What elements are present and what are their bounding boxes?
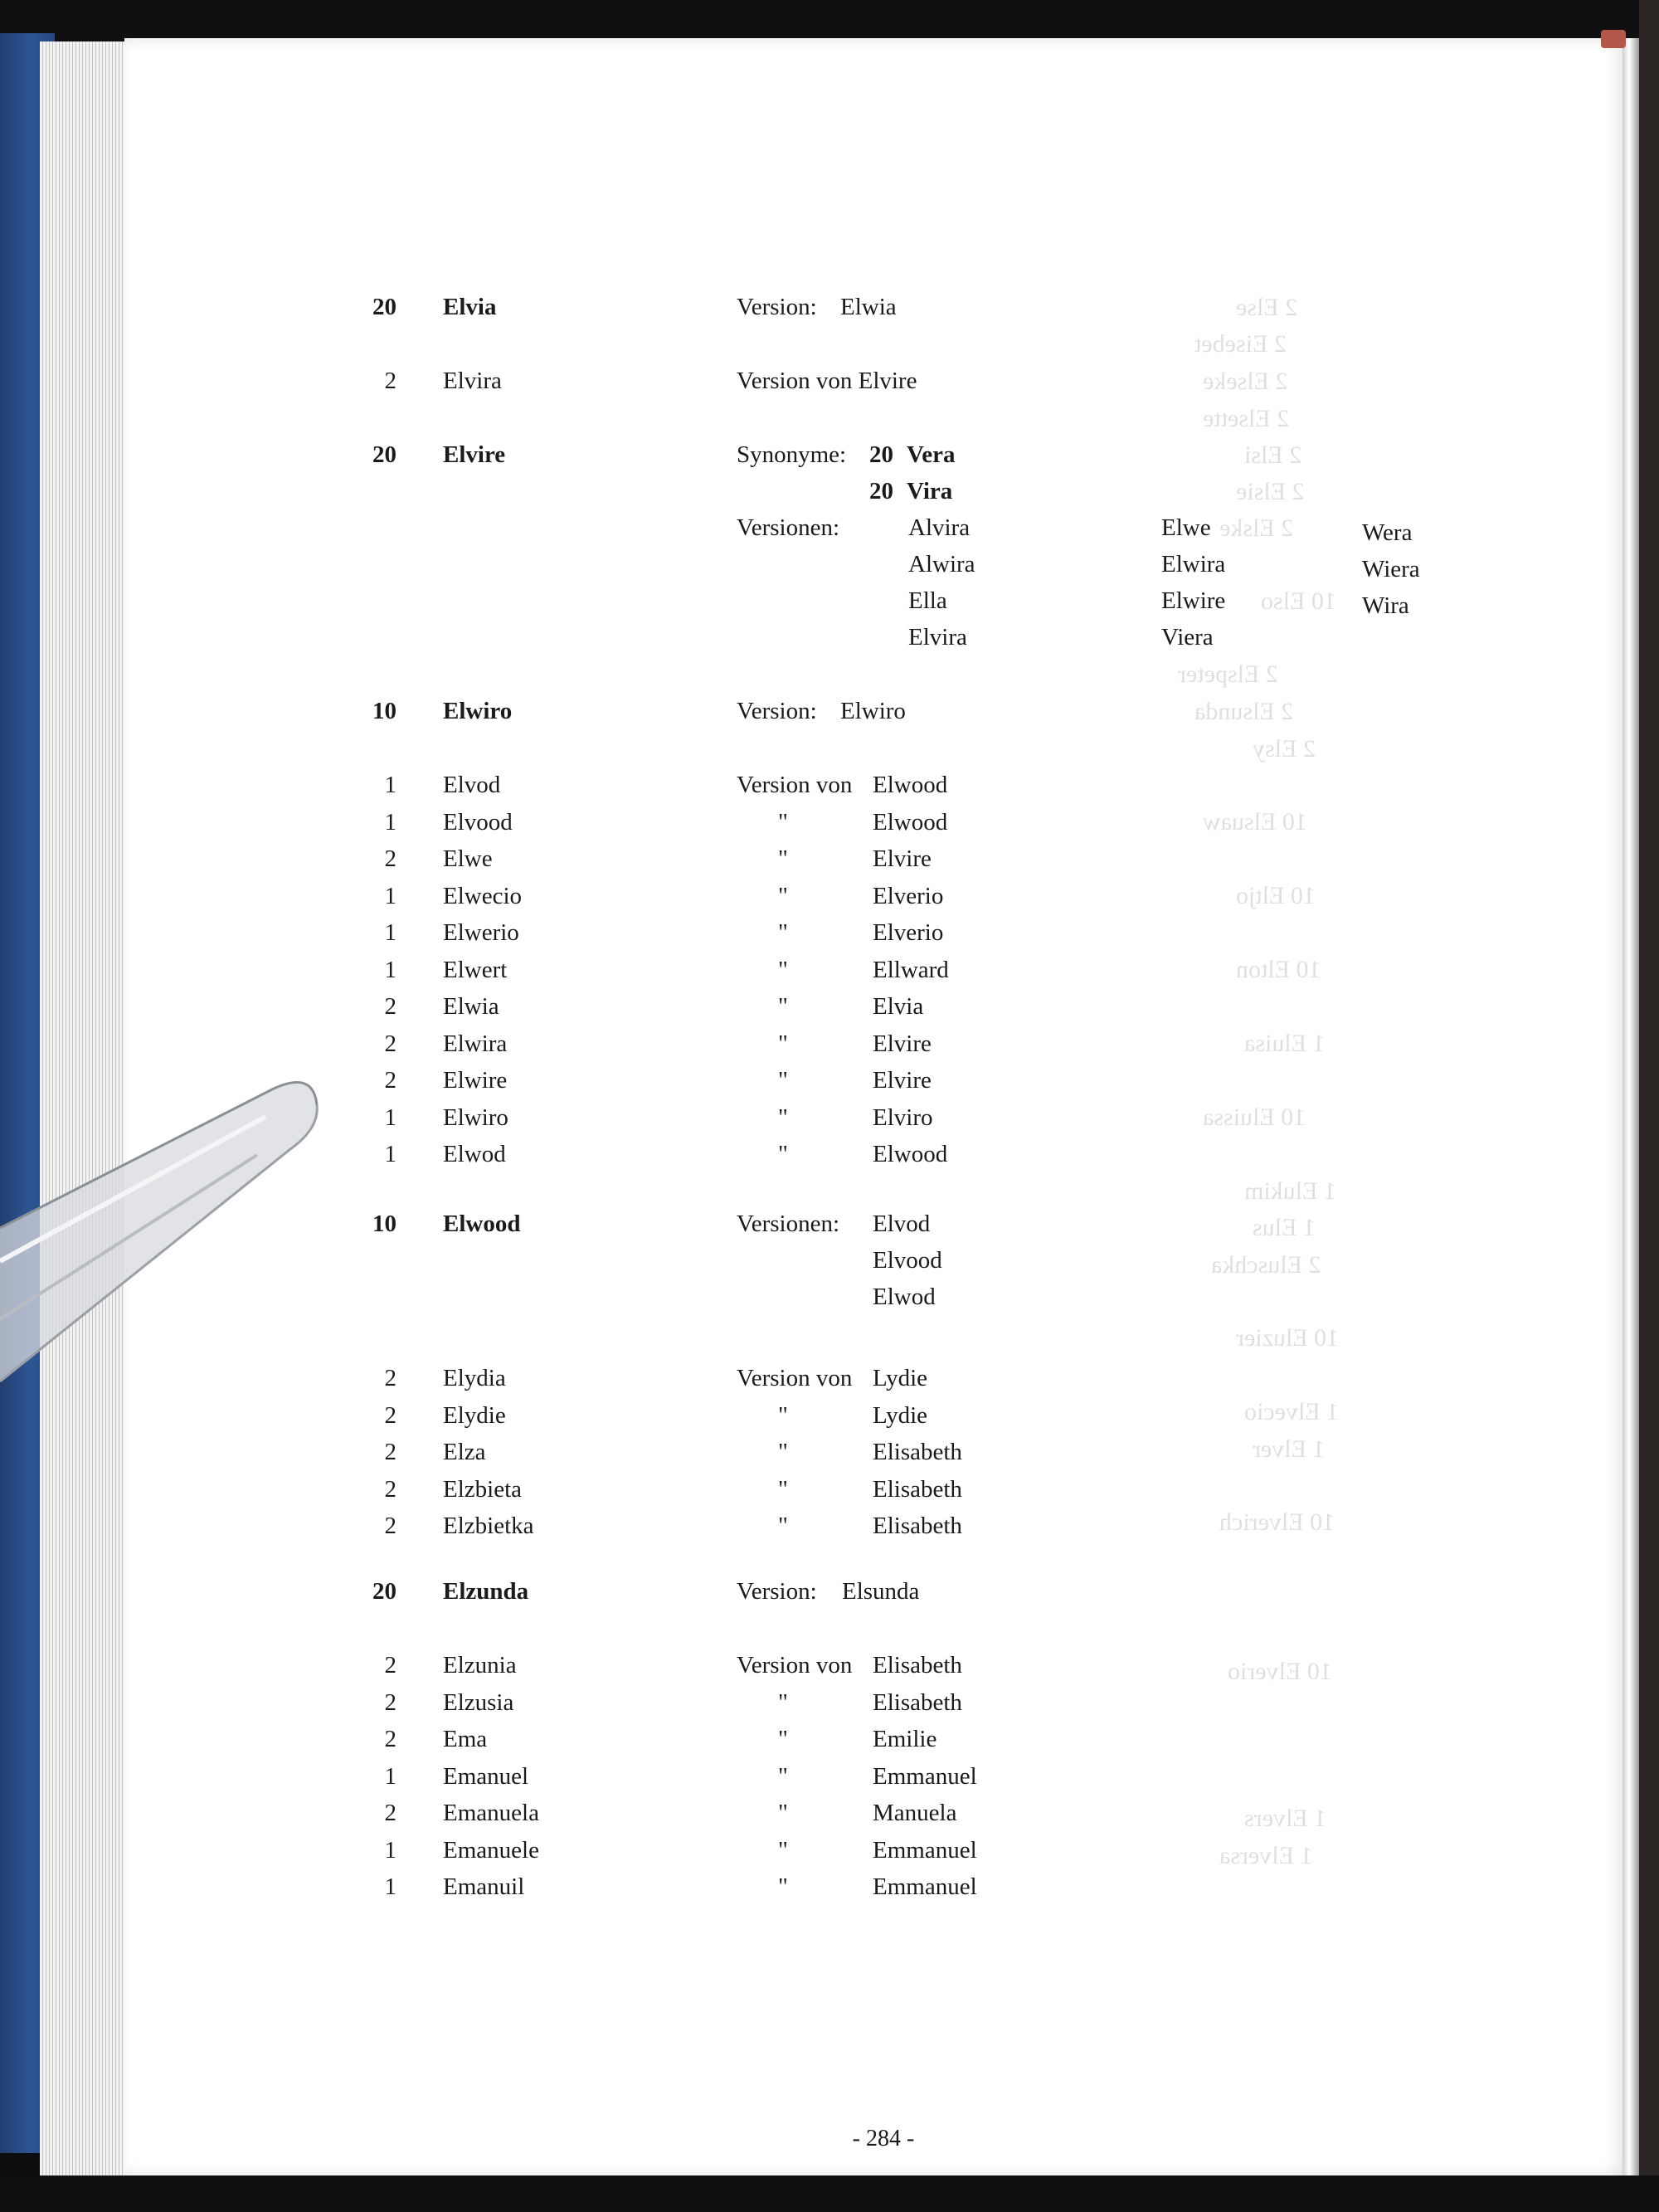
entry-row <box>0 808 1659 847</box>
entry-row <box>0 884 1659 921</box>
entry-row <box>0 1688 1659 1727</box>
show-through-line: 1 Elvecio <box>1244 1398 1340 1425</box>
version-name: Wiera <box>1362 556 1420 582</box>
entry-number: 1 <box>384 772 397 798</box>
entry-number: 2 <box>384 1800 397 1826</box>
version-name: Elwira <box>1161 551 1226 577</box>
entry-number: 10 <box>372 698 397 724</box>
entry-name: Elzbieta <box>443 1475 523 1503</box>
ditto-mark: " <box>778 1762 788 1790</box>
entry-number: 1 <box>384 1104 397 1131</box>
entry-number: 1 <box>384 882 397 909</box>
scan-background <box>0 0 1659 40</box>
entry-name: Elvira <box>443 368 502 394</box>
entry-number: 20 <box>372 441 397 468</box>
entry-target: Emilie <box>873 1726 937 1752</box>
show-through-line: 10 Elverich <box>1219 1508 1335 1536</box>
entry-label: Version: <box>737 1578 817 1605</box>
version-name: Alwira <box>908 551 975 577</box>
entry-name: Elwerio <box>443 919 519 946</box>
entry-row <box>0 958 1659 995</box>
entry-target: Elwood <box>873 808 948 836</box>
entry-name: Elwiro <box>443 1104 508 1131</box>
entry-target: Elwood <box>873 1141 948 1167</box>
entry-name: Elwert <box>443 956 508 983</box>
version-name: Ella <box>908 587 947 614</box>
entry-target: Elvia <box>873 993 924 1020</box>
entry-row <box>0 1143 1659 1179</box>
version-name: Viera <box>1161 624 1214 650</box>
entry-target: Elvire <box>873 1067 932 1094</box>
versions-row <box>0 1285 1659 1322</box>
entry-number: 1 <box>384 1836 397 1864</box>
entry-number: 2 <box>384 1475 397 1503</box>
entry-target: Elisabeth <box>873 1513 962 1539</box>
entry-number: 1 <box>384 956 397 983</box>
entry-name: Elzunda <box>443 1578 529 1605</box>
ditto-mark: " <box>778 845 788 872</box>
entry-target: Elwood <box>873 772 948 798</box>
ditto-mark: " <box>778 1726 788 1752</box>
entry-label: Version: <box>737 294 817 320</box>
entry-name: Elvia <box>443 294 497 320</box>
show-through-line: 2 Elseke <box>1203 368 1288 395</box>
entry-row <box>0 1875 1659 1912</box>
version-von-label: Version von <box>737 1365 853 1391</box>
entry-number: 2 <box>384 1365 397 1391</box>
entry-number: 2 <box>384 1726 397 1752</box>
entry-number: 2 <box>384 1401 397 1429</box>
entry-row <box>0 1836 1659 1875</box>
show-through-line: 2 Elske <box>1219 514 1294 542</box>
ditto-mark: " <box>778 993 788 1020</box>
synonym-name: Vera <box>907 441 956 468</box>
entry-row-elvire <box>0 443 1659 480</box>
versions-row <box>0 553 1659 589</box>
entry-row <box>0 1401 1659 1440</box>
entry-label: Version: <box>737 698 817 724</box>
entry-row <box>0 921 1659 957</box>
version-name: Wira <box>1362 592 1409 619</box>
version-name: Elwe <box>1161 514 1211 541</box>
show-through-line: 2 Elsie <box>1236 478 1305 505</box>
entry-row <box>0 1654 1659 1690</box>
entry-target: Emmanuel <box>873 1836 977 1864</box>
show-through-line: 1 Elver <box>1253 1435 1326 1463</box>
entry-target: Elvire <box>873 845 932 872</box>
show-through-line: 2 Else <box>1236 294 1298 321</box>
page-number: - 284 - <box>852 2126 915 2151</box>
version-name: Wera <box>1362 519 1413 546</box>
ditto-mark: " <box>778 1104 788 1131</box>
entry-name: Emanuela <box>443 1800 539 1826</box>
entry-name: Elwe <box>443 845 493 872</box>
entry-number: 2 <box>384 1513 397 1539</box>
entry-name: Emanuel <box>443 1762 529 1790</box>
entry-target: Elisabeth <box>873 1475 962 1503</box>
entry-target: Elwia <box>840 294 897 320</box>
entry-name: Elvod <box>443 772 501 798</box>
entry-number: 2 <box>384 1030 397 1057</box>
ditto-mark: " <box>778 1688 788 1716</box>
entry-target: Elisabeth <box>873 1439 962 1465</box>
entry-row <box>0 1580 1659 1616</box>
entry-name: Emanuil <box>443 1873 525 1900</box>
show-through-line: 2 Elsunda <box>1194 698 1294 725</box>
entry-target: Emmanuel <box>873 1873 977 1900</box>
versions-label: Versionen: <box>737 1211 840 1237</box>
entry-row <box>0 1106 1659 1143</box>
entry-name: Elvire <box>443 441 506 468</box>
show-through-line: 2 Eluschka <box>1211 1251 1321 1279</box>
ditto-mark: " <box>778 1873 788 1900</box>
show-through-line: 1 Elus <box>1253 1214 1316 1241</box>
entry-name: Elwiro <box>443 698 513 724</box>
entry-target: Emmanuel <box>873 1762 977 1790</box>
show-through-line: 10 Eltjo <box>1236 882 1316 909</box>
entry-row <box>0 369 1659 406</box>
entry-name: Elwod <box>443 1141 506 1167</box>
version-name: Elvood <box>873 1247 942 1274</box>
entry-target: Lydie <box>873 1365 928 1391</box>
entry-number: 1 <box>384 808 397 836</box>
entry-number: 10 <box>372 1211 397 1237</box>
entry-row <box>0 1032 1659 1069</box>
ditto-mark: " <box>778 1800 788 1826</box>
synonym-row <box>0 480 1659 516</box>
entry-name: Elwood <box>443 1211 521 1237</box>
ditto-mark: " <box>778 1475 788 1503</box>
entry-target: Manuela <box>873 1800 957 1826</box>
show-through-line: 1 Elvers <box>1244 1805 1327 1832</box>
show-through-line: 1 Eluisa <box>1244 1030 1326 1057</box>
show-through-line: 2 Elsi <box>1244 441 1302 469</box>
versions-row <box>0 516 1659 553</box>
entry-target: Elsunda <box>842 1578 920 1605</box>
version-name: Elvod <box>873 1211 931 1237</box>
ditto-mark: " <box>778 1439 788 1465</box>
entry-row <box>0 295 1659 332</box>
entry-row <box>0 1727 1659 1764</box>
entry-row <box>0 995 1659 1031</box>
entry-number: 2 <box>384 845 397 872</box>
entry-number: 1 <box>384 919 397 946</box>
show-through-line: 1 Elversa <box>1219 1842 1313 1869</box>
synonym-number: 20 <box>869 441 893 468</box>
show-through-line: 10 Elverio <box>1228 1658 1332 1685</box>
entry-name: Elwira <box>443 1030 508 1057</box>
entry-number: 1 <box>384 1762 397 1790</box>
ditto-mark: " <box>778 808 788 836</box>
entry-number: 2 <box>384 1688 397 1716</box>
version-name: Alvira <box>908 514 971 541</box>
entry-name: Elydie <box>443 1401 506 1429</box>
show-through-line: 10 Eluzier <box>1236 1324 1340 1352</box>
entry-row <box>0 1762 1659 1801</box>
versions-row <box>0 626 1659 662</box>
ditto-mark: " <box>778 1067 788 1094</box>
version-von-label: Version von <box>737 1652 853 1678</box>
entry-target: Elverio <box>873 882 944 909</box>
entry-number: 1 <box>384 1873 397 1900</box>
entry-row <box>0 773 1659 810</box>
entry-row <box>0 1801 1659 1838</box>
entry-target: Elverio <box>873 919 944 946</box>
entry-name: Elzunia <box>443 1652 517 1678</box>
entry-row <box>0 1475 1659 1514</box>
show-through-line: 1 Elukim <box>1244 1177 1336 1205</box>
bookmark-tab <box>1601 30 1626 48</box>
entry-name: Elwire <box>443 1067 508 1094</box>
show-through-line: 10 Elso <box>1261 587 1336 615</box>
show-through-line: 2 Elspeter <box>1178 660 1278 688</box>
entry-number: 2 <box>384 1439 397 1465</box>
version-von-label: Version von <box>737 772 853 798</box>
entry-name: Elzusia <box>443 1688 514 1716</box>
versions-row <box>0 1249 1659 1285</box>
versions-row <box>0 589 1659 626</box>
ditto-mark: " <box>778 1030 788 1057</box>
entry-name: Elwia <box>443 993 499 1020</box>
entry-target: Elviro <box>873 1104 933 1131</box>
entry-target: Elisabeth <box>873 1652 962 1678</box>
synonyms-label: Synonyme: <box>737 441 847 468</box>
entry-number: 2 <box>384 1067 397 1094</box>
entry-label: Version von Elvire <box>737 368 917 394</box>
entry-name: Elvood <box>443 808 513 836</box>
scan-background-bottom <box>0 2175 1659 2212</box>
entry-name: Ema <box>443 1726 488 1752</box>
synonym-name: Vira <box>907 478 953 504</box>
version-name: Elvira <box>908 624 967 650</box>
ditto-mark: " <box>778 1836 788 1864</box>
ditto-mark: " <box>778 1141 788 1167</box>
entry-name: Elydia <box>443 1365 506 1391</box>
entry-name: Elwecio <box>443 882 523 909</box>
show-through-line: 2 Elsy <box>1253 735 1316 763</box>
entry-target: Elisabeth <box>873 1688 962 1716</box>
entry-row <box>0 699 1659 736</box>
entry-target: Lydie <box>873 1401 928 1429</box>
version-name: Elwire <box>1161 587 1226 614</box>
entry-number: 20 <box>372 1578 397 1605</box>
show-through-line: 10 Elton <box>1236 956 1321 983</box>
show-through-line: 10 Elsuaw <box>1203 808 1307 836</box>
show-through-line: 2 Eisebet <box>1194 330 1287 358</box>
entry-row <box>0 1367 1659 1403</box>
show-through-line: 10 Eluissa <box>1203 1104 1306 1131</box>
entry-target: Elwiro <box>840 698 906 724</box>
entry-target: Elvire <box>873 1030 932 1057</box>
version-name: Elwod <box>873 1284 936 1310</box>
entry-row <box>0 1069 1659 1105</box>
entry-number: 2 <box>384 368 397 394</box>
entry-number: 2 <box>384 993 397 1020</box>
entry-row <box>0 847 1659 884</box>
ditto-mark: " <box>778 1401 788 1429</box>
entry-target: Ellward <box>873 956 949 983</box>
ditto-mark: " <box>778 956 788 983</box>
entry-name: Emanuele <box>443 1836 539 1864</box>
entry-name: Elza <box>443 1439 486 1465</box>
show-through-line: 2 Elsette <box>1203 405 1290 432</box>
entry-number: 2 <box>384 1652 397 1678</box>
entry-row <box>0 1440 1659 1477</box>
ditto-mark: " <box>778 1513 788 1539</box>
ditto-mark: " <box>778 882 788 909</box>
versions-label: Versionen: <box>737 514 840 541</box>
entry-number: 20 <box>372 294 397 320</box>
entry-number: 1 <box>384 1141 397 1167</box>
synonym-number: 20 <box>869 478 893 504</box>
ditto-mark: " <box>778 919 788 946</box>
entry-row-elwood <box>0 1212 1659 1249</box>
entry-name: Elzbietka <box>443 1513 534 1539</box>
entry-row <box>0 1514 1659 1551</box>
